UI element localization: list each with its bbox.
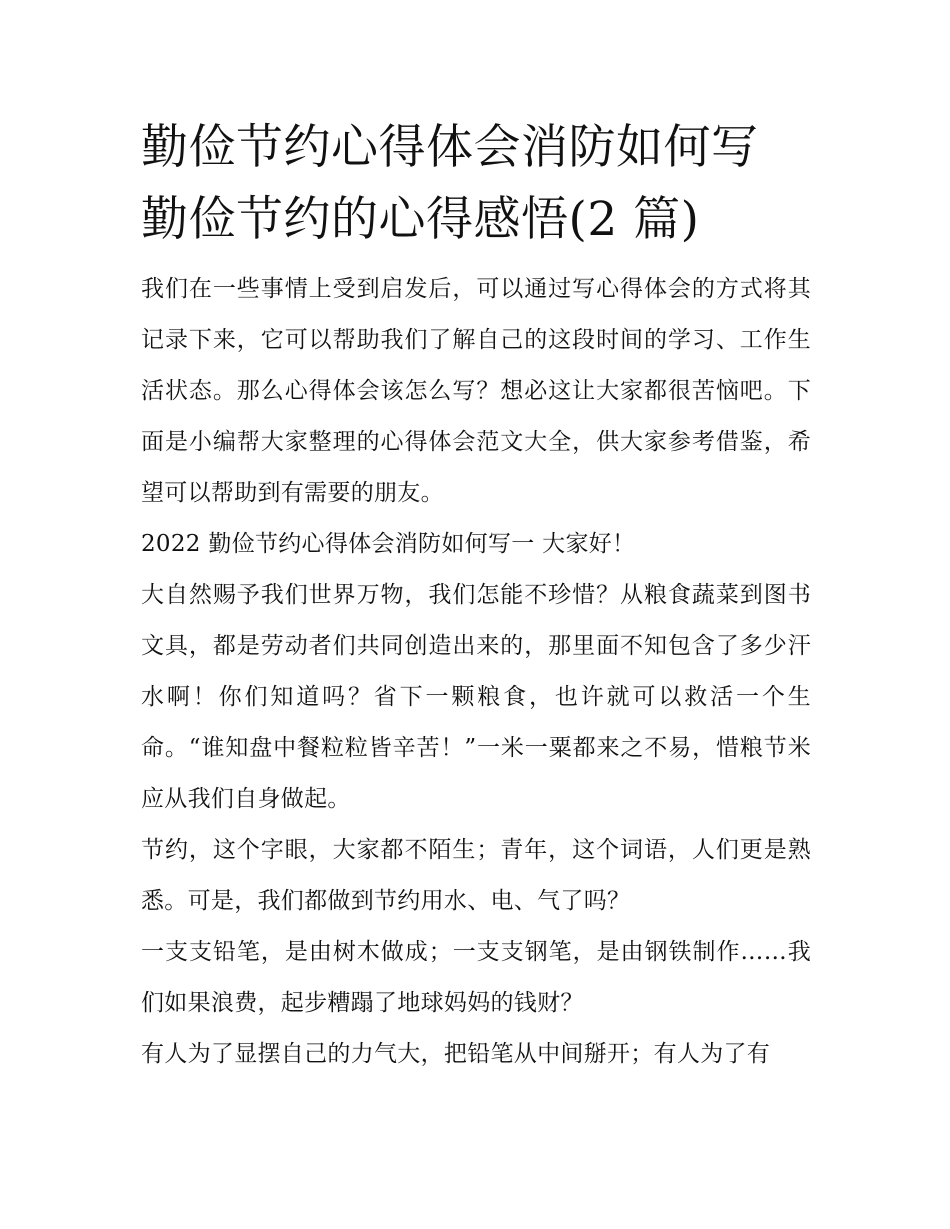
document-title: [141, 112, 811, 256]
title-line-2: 勤俭节约的心得感悟(2 篇): [141, 192, 700, 247]
paragraph-waste: 有人为了显摆自己的力气大，把铅笔从中间掰开；有人为了有: [141, 1041, 771, 1067]
document-body: [141, 112, 811, 1080]
paragraph-pencils: 一支支铅笔，是由树木做成；一支支钢笔，是由钢铁制作……我们如果浪费，起步糟蹋了地球妈妈的钱财？: [141, 939, 811, 1016]
paragraph-nature: 大自然赐予我们世界万物，我们怎能不珍惜？从粮食蔬菜到图书文具，都是劳动者们共同创造出来的，那里面不知包含了多少汗水啊！你们知道吗？省下一颗粮食，也许就可以救活一个生命。“谁知盘中餐粒粒皆辛苦！”一米一粟都来之不易，惜粮节米应从我们自身做起。: [141, 582, 811, 812]
paragraph-heading: 2022 勤俭节约心得体会消防如何写一 大家好！: [141, 531, 636, 557]
paragraph-saving: 节约，这个字眼，大家都不陌生；青年，这个词语，人们更是熟悉。可是，我们都做到节约用水、电、气了吗？: [141, 837, 811, 914]
paragraph-intro: 我们在一些事情上受到启发后，可以通过写心得体会的方式将其记录下来，它可以帮助我们了解自己的这段时间的学习、工作生活状态。那么心得体会该怎么写？想必这让大家都很苦恼吧。下面是小编帮大家整理的心得体会范文大全，供大家参考借鉴，希望可以帮助到有需要的朋友。: [141, 276, 811, 506]
title-line-1: 勤俭节约心得体会消防如何写: [141, 120, 759, 175]
